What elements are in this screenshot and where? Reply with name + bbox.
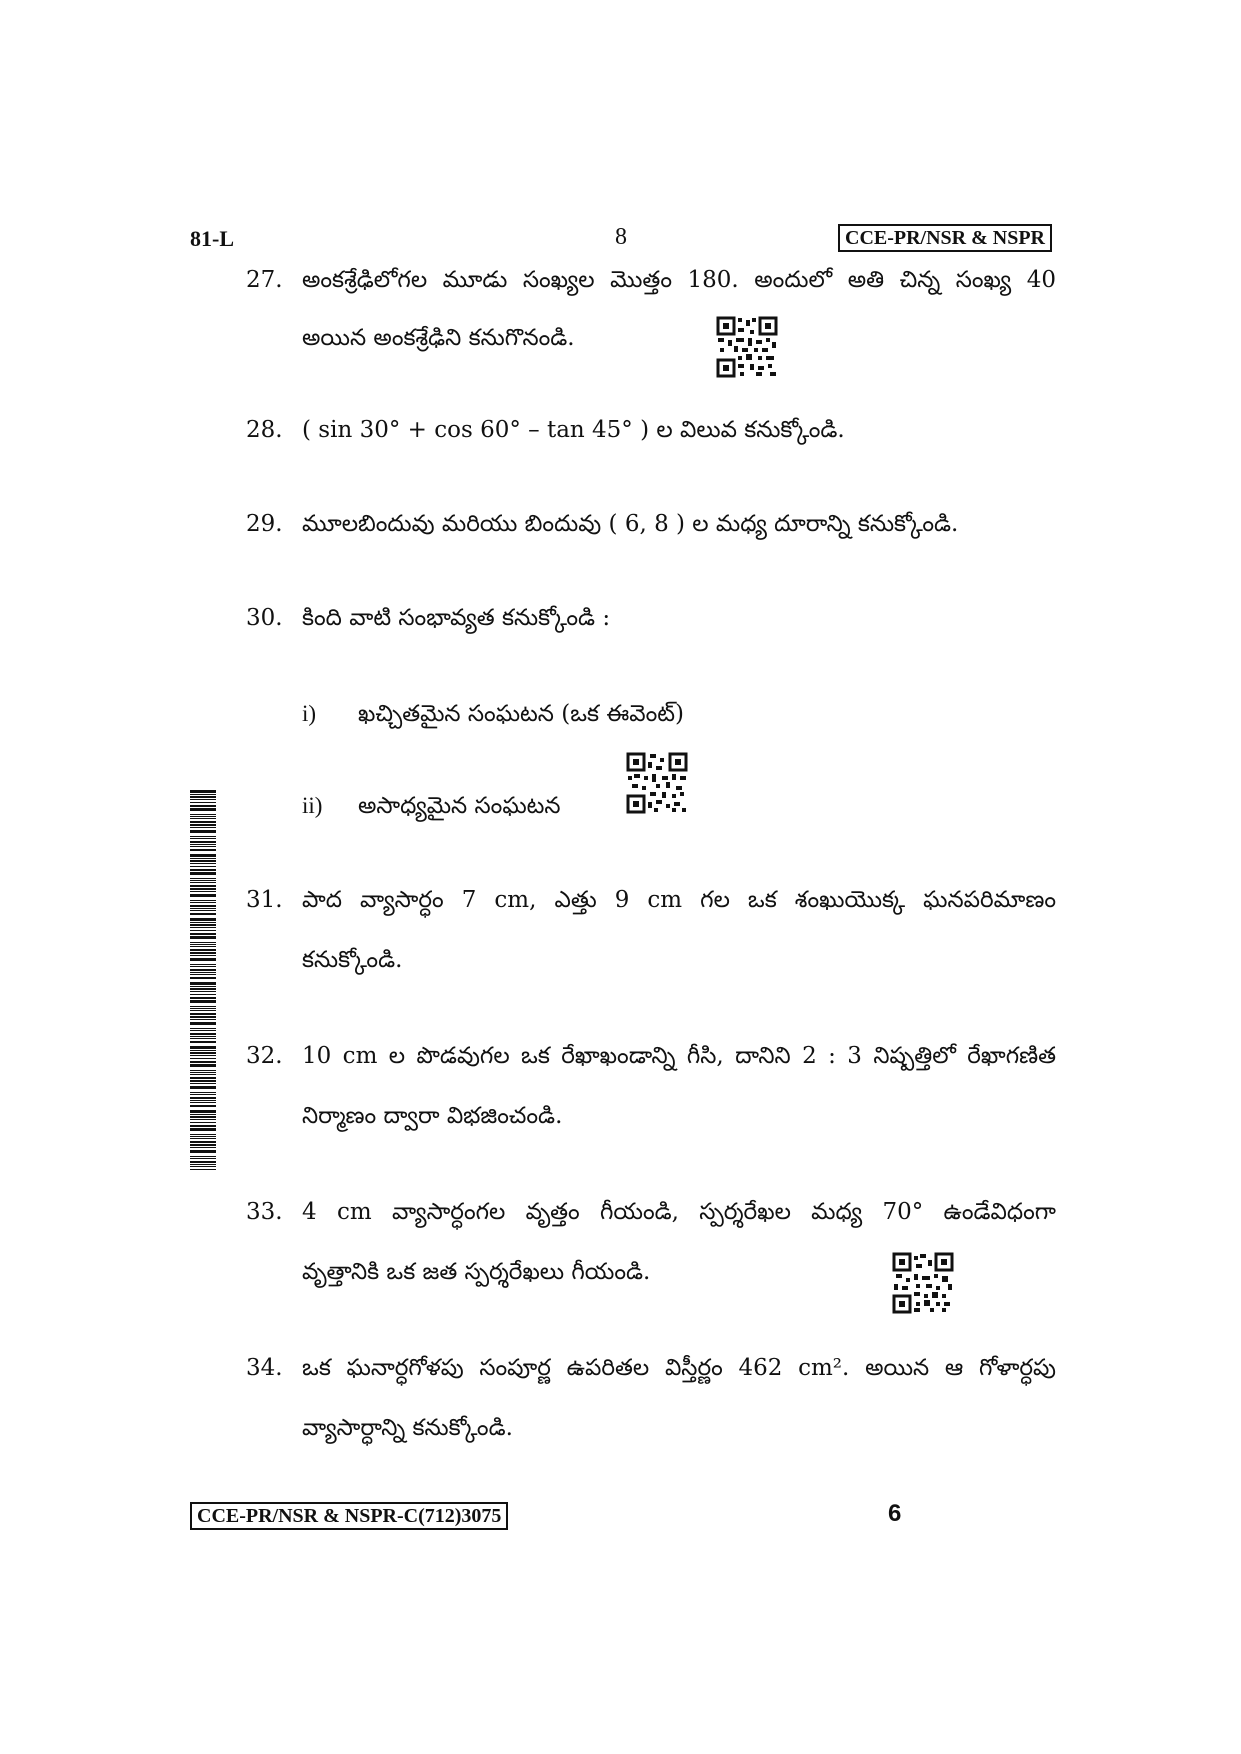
question-number: 28. <box>246 417 283 443</box>
question-33-line-2: వృత్తానికి ఒక జత స్పర్శరేఖలు గీయండి. <box>302 1259 651 1285</box>
question-number: 34. <box>246 1355 283 1381</box>
question-30-sub-ii <box>302 790 561 822</box>
question-33 <box>246 1196 1056 1228</box>
question-text: ఒక ఘనార్ధగోళపు సంపూర్ణ ఉపరితల విస్తీర్ణం 462 cm². అయిన ఆ గోళార్ధపు <box>302 1355 1056 1381</box>
barcode-icon <box>190 790 216 1170</box>
question-text: 10 cm ల పొడవుగల ఒక రేఖాఖండాన్ని గీసి, దానిని 2 : 3 నిష్పత్తిలో రేఖాగణిత <box>302 1043 1056 1069</box>
header-page-number: 8 <box>615 224 627 250</box>
qr-code-icon <box>892 1252 954 1314</box>
question-30 <box>246 602 610 634</box>
qr-code-icon <box>626 752 688 814</box>
question-number: 27. <box>246 267 283 293</box>
header-code: 81-L <box>190 226 234 251</box>
question-31-line-2: కనుక్కోండి. <box>302 947 403 973</box>
question-number: 29. <box>246 511 283 537</box>
question-27-line-2: అయిన అంకశ్రేఢిని కనుగొనండి. <box>302 325 575 351</box>
footer-code-box: CCE-PR/NSR & NSPR-C(712)3075 <box>190 1502 508 1530</box>
question-text: పాద వ్యాసార్ధం 7 cm, ఎత్తు 9 cm గల ఒక శంఖుయొక్క ఘనపరిమాణం <box>302 887 1056 913</box>
question-31 <box>246 884 1056 916</box>
question-number: 32. <box>246 1043 283 1069</box>
qr-code-icon <box>716 316 778 378</box>
header-series-box: CCE-PR/NSR & NSPR <box>838 224 1052 252</box>
question-34-line-2: వ్యాసార్ధాన్ని కనుక్కోండి. <box>302 1415 513 1441</box>
sub-number: ii) <box>302 793 323 818</box>
question-30-sub-i <box>302 698 684 730</box>
question-text: కింది వాటి సంభావ్యత కనుక్కోండి : <box>302 605 611 631</box>
question-29 <box>246 508 958 540</box>
question-28 <box>246 414 845 446</box>
footer-page-number: 6 <box>888 1500 902 1527</box>
sub-text: ఖచ్చితమైన సంఘటన (ఒక ఈవెంట్) <box>358 701 684 727</box>
question-text: మూలబిందువు మరియు బిందువు ( 6, 8 ) ల మధ్య దూరాన్ని కనుక్కోండి. <box>302 511 959 537</box>
sub-number: i) <box>302 701 317 726</box>
question-number: 33. <box>246 1199 283 1225</box>
question-32-line-2: నిర్మాణం ద్వారా విభజించండి. <box>302 1103 563 1129</box>
question-number: 30. <box>246 605 283 631</box>
question-text: అంకశ్రేఢిలోగల మూడు సంఖ్యల మొత్తం 180. అందులో అతి చిన్న సంఖ్య 40 <box>302 267 1056 293</box>
question-number: 31. <box>246 887 283 913</box>
question-32 <box>246 1040 1056 1072</box>
question-text: 4 cm వ్యాసార్ధంగల వృత్తం గీయండి, స్పర్శరేఖల మధ్య 70° ఉండేవిధంగా <box>302 1199 1056 1225</box>
sub-text: అసాధ్యమైన సంఘటన <box>358 793 561 819</box>
question-text: ( sin 30° + cos 60° – tan 45° ) ల విలువ కనుక్కోండి. <box>302 417 845 443</box>
question-34 <box>246 1352 1056 1384</box>
question-27 <box>246 264 1056 296</box>
